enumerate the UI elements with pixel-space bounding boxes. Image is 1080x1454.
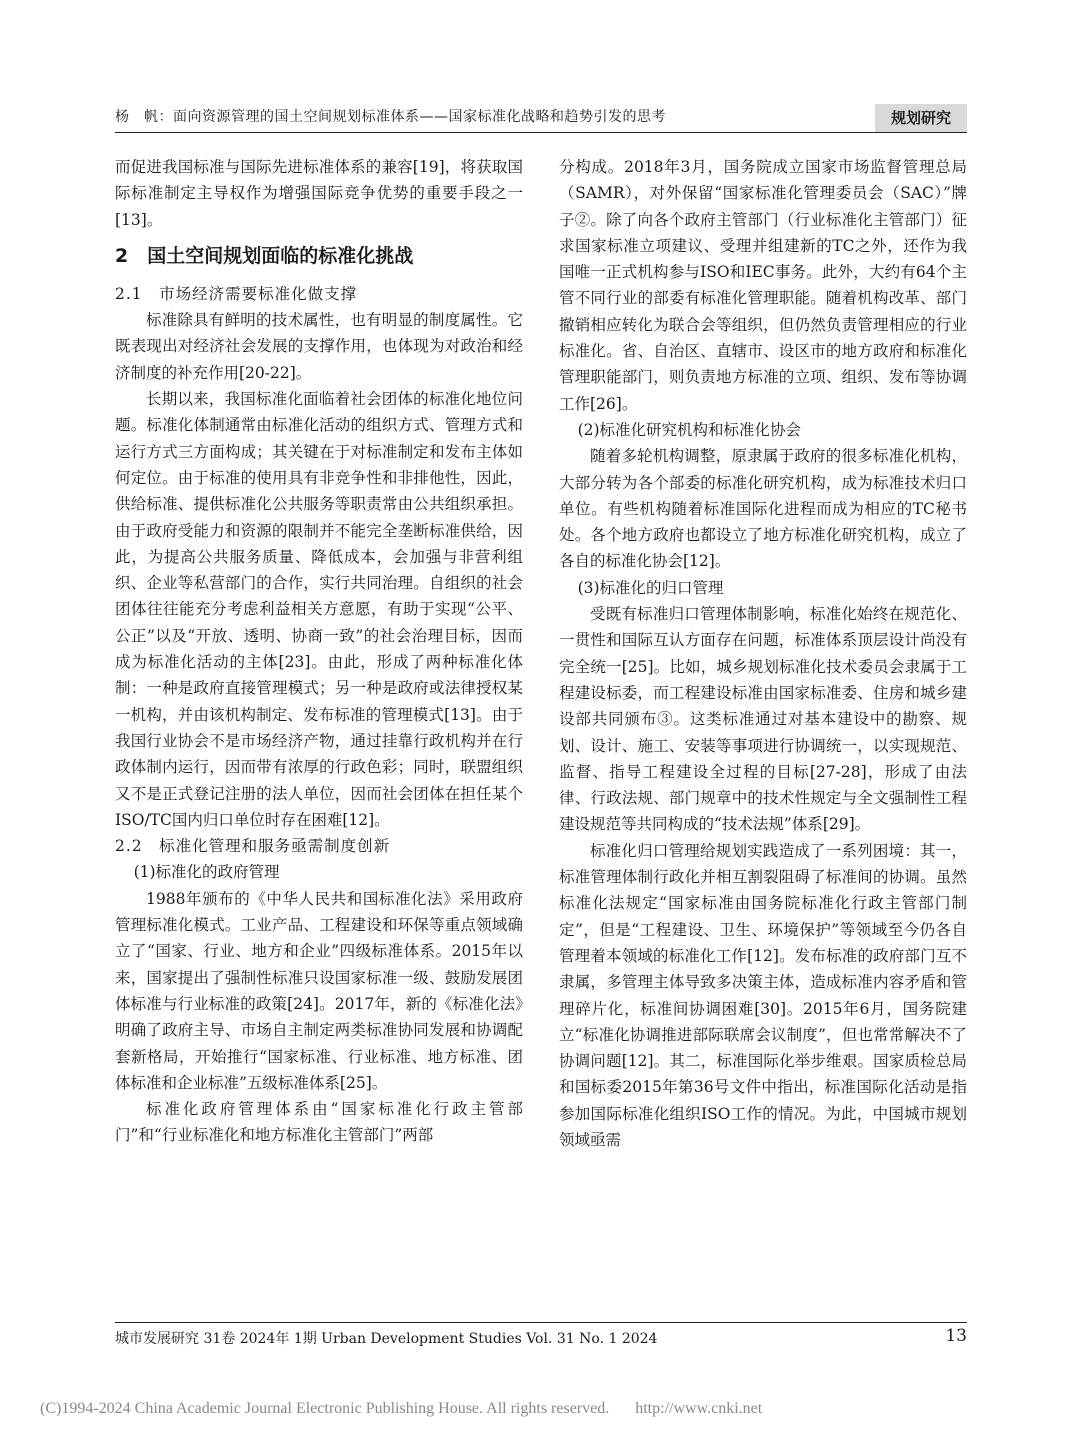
paragraph: 随着多轮机构调整，原隶属于政府的很多标准化机构，大部分转为各个部委的标准化研究机构，成为标准技术归口单位。有些机构随着标准国际化进程而成为相应的TC秘书处。各个地方政府也都设立了地方标准化研究机构，成立了各自的标准化协会[12]。 — [559, 447, 967, 571]
paragraph: 标准除具有鲜明的技术属性，也有明显的制度属性。它既表现出对经济社会发展的支撑作用，也体现为对政治和经济制度的补充作用[20-22]。 — [115, 311, 523, 382]
section-heading: 2 国土空间规划面临的标准化挑战 — [115, 244, 414, 267]
paragraph: 标准化归口管理给规划实践造成了一系列困境：其一，标准管理体制行政化并相互割裂阻碍了标准间的协调。虽然标准化法规定“国家标准由国务院标准化行政主管部门制定”，但是“工程建设、卫生、环境保护”等领域至今仍各自管理着本领域的标准化工作[12]。发布标准的政府部门互不隶属，多管理主体导致多决策主体，造成标准内容矛盾和管理碎片化，标准间协调困难[30]。2015年6月，国务院建立“标准化协调推进部际联席会议制度”，但也常常解决不了协调问题[12]。其二，标准国际化举步维艰。国家质检总局和国标委2015年第36号文件中指出，标准国际化活动是指参加国际标准化组织ISO工作的情况。为此，中国城市规划领域亟需 — [559, 841, 967, 1149]
page-header — [115, 104, 967, 130]
section-tag: 规划研究 — [875, 104, 967, 132]
paragraph: 标准化政府管理体系由“国家标准化行政主管部门”和“行业标准化和地方标准化主管部门”两部 — [115, 1100, 523, 1145]
right-column — [559, 154, 967, 1153]
header-rule — [115, 132, 967, 133]
footer-rule — [115, 1322, 967, 1323]
item-heading: (1)标准化的政府管理 — [133, 863, 280, 882]
running-head: 杨 帆：面向资源管理的国土空间规划标准体系——国家标准化战略和趋势引发的思考 — [115, 109, 666, 125]
left-column — [115, 154, 523, 1149]
subsection-heading: 2.2 标准化管理和服务亟需制度创新 — [115, 837, 391, 856]
subsection-heading: 2.1 市场经济需要标准化做支撑 — [115, 284, 358, 303]
journal-citation: 城市发展研究 31卷 2024年 1期 Urban Development Studies Vol. 31 No. 1 2024 — [115, 1331, 658, 1347]
paragraph: 而促进我国标准与国际先进标准体系的兼容[19]，将获取国际标准制定主导权作为增强国际竞争优势的重要手段之一[13]。 — [115, 158, 523, 229]
copyright-line — [40, 1400, 1040, 1418]
page-number: 13 — [945, 1326, 967, 1346]
paragraph: 分构成。2018年3月，国务院成立国家市场监督管理总局（SAMR），对外保留“国家标准化管理委员会（SAC）”牌子②。除了向各个政府主管部门（行业标准化主管部门）征求国家标准立项建议、受理并组建新的TC之外，还作为我国唯一正式机构参与ISO和IEC事务。此外，大约有64个主管不同行业的部委有标准化管理职能。随着机构改革、部门撤销相应转化为联合会等组织，但仍然负责管理相应的行业标准化。省、自治区、直辖市、设区市的地方政府和标准化管理职能部门，则负责地方标准的立项、组织、发布等协调工作[26]。 — [559, 158, 967, 413]
copyright-url[interactable]: http://www.cnki.net — [635, 1400, 763, 1417]
paragraph: 受既有标准归口管理体制影响，标准化始终在规范化、一贯性和国际互认方面存在问题，标准体系顶层设计尚没有完全统一[25]。比如，城乡规划标准化技术委员会隶属于工程建设标委，而工程建设标准由国家标准委、住房和城乡建设部共同颁布③。这类标准通过对基本建设中的勘察、规划、设计、施工、安装等事项进行协调统一，以实现规范、监督、指导工程建设全过程的目标[27-28]，形成了由法律、行政法规、部门规章中的技术性规定与全文强制性工程建设规范等共同构成的“技术法规”体系[29]。 — [559, 605, 967, 834]
paragraph: 长期以来，我国标准化面临着社会团体的标准化地位问题。标准化体制通常由标准化活动的组织方式、管理方式和运行方式三方面构成；其关键在于对标准制定和发布主体如何定位。由于标准的使用具有非竞争性和非排他性，因此，供给标准、提供标准化公共服务等职责常由公共组织承担。由于政府受能力和资源的限制并不能完全垄断标准供给，因此，为提高公共服务质量、降低成本，会加强与非营利组织、企业等私营部门的合作，实行共同治理。自组织的社会团体往往能充分考虑利益相关方意愿，有助于实现“公平、公正”以及“开放、透明、协商一致”的社会治理目标，因而成为标准化活动的主体[23]。由此，形成了两种标准化体制：一种是政府直接管理模式；另一种是政府或法律授权某一机构，并由该机构制定、发布标准的管理模式[13]。由于我国行业协会不是市场经济产物，通过挂靠行政机构并在行政体制内运行，因而带有浓厚的行政色彩；同时，联盟组织又不是正式登记注册的法人单位，因而社会团体在担任某个ISO/TC国内归口单位时存在困难[12]。 — [115, 390, 523, 829]
item-heading: (2)标准化研究机构和标准化协会 — [577, 420, 802, 439]
copyright-notice: (C)1994-2024 China Academic Journal Electronic Publishing House. All rights reserved. — [40, 1400, 610, 1417]
page-footer — [115, 1326, 967, 1350]
paragraph: 1988年颁布的《中华人民共和国标准化法》采用政府管理标准化模式。工业产品、工程建设和环保等重点领域确立了“国家、行业、地方和企业”四级标准体系。2015年以来，国家提出了强制性标准只设国家标准一级、鼓励发展团体标准与行业标准的政策[24]。2017年，新的《标准化法》明确了政府主导、市场自主制定两类标准协同发展和协调配套新格局，开始推行“国家标准、行业标准、地方标准、团体标准和企业标准”五级标准体系[25]。 — [115, 889, 523, 1092]
item-heading: (3)标准化的归口管理 — [577, 578, 724, 597]
